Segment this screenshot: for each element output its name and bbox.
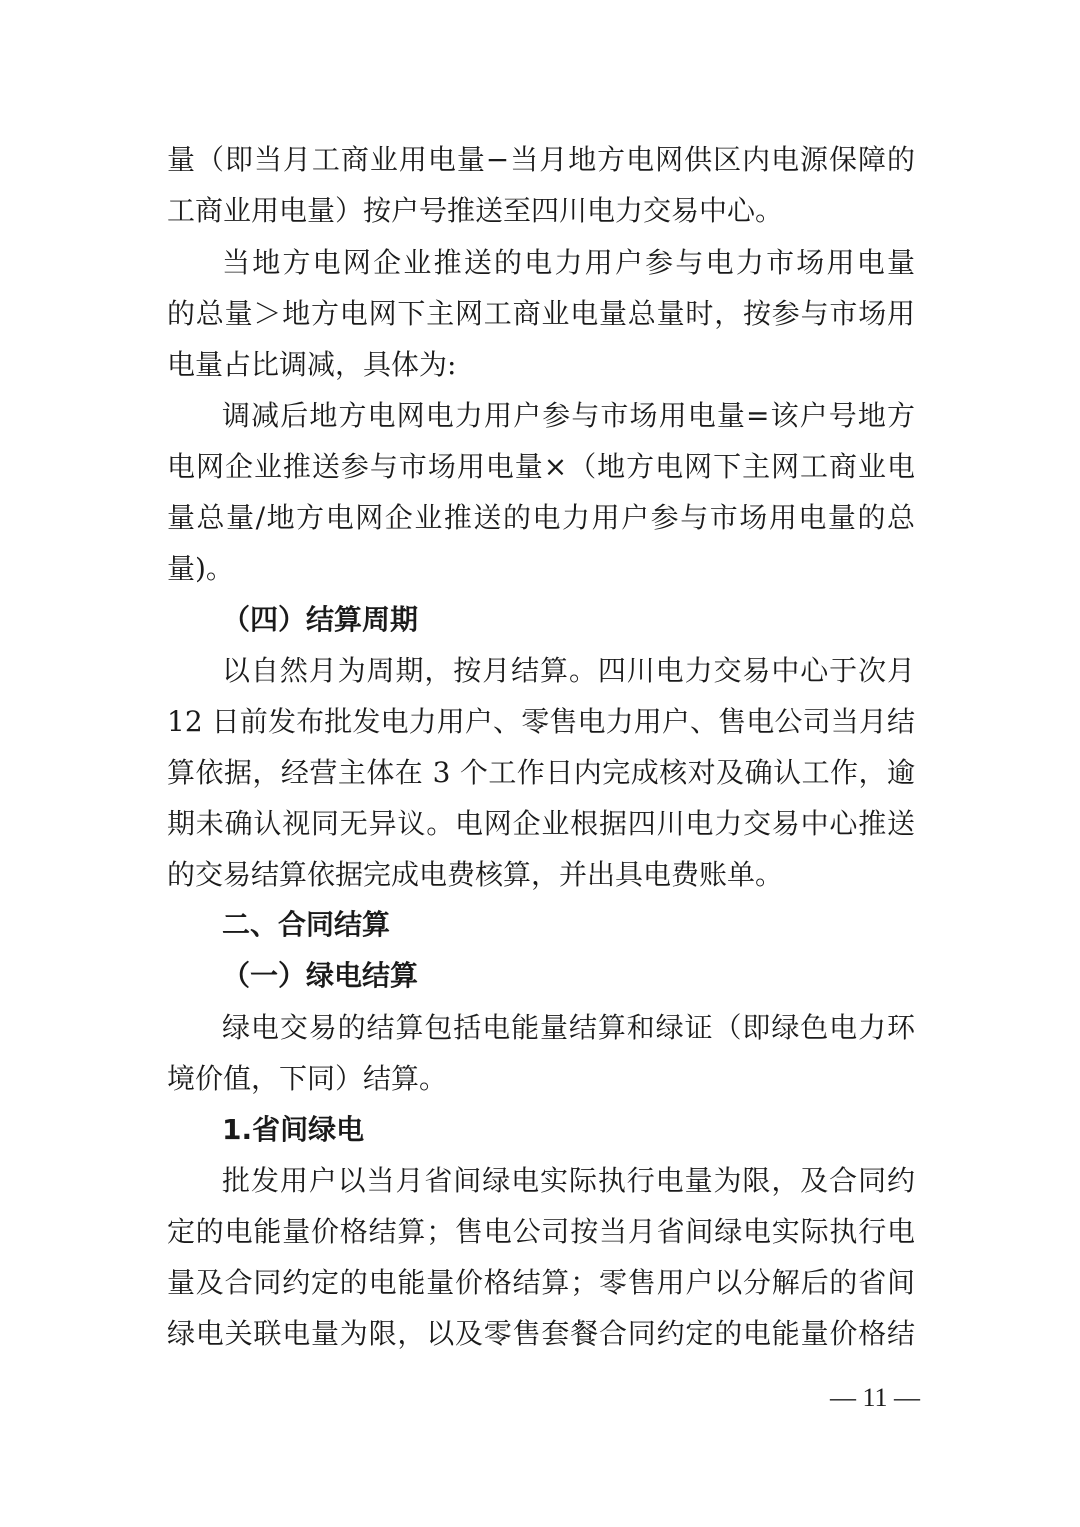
body-text-line: 调减后地方电网电力用户参与市场用电量=该户号地方: [222, 399, 915, 432]
body-text-line: 定的电能量价格结算；售电公司按当月省间绿电实际执行电: [167, 1215, 915, 1248]
subsection-heading: 1.省间绿电: [222, 1113, 365, 1146]
section-heading: （四）结算周期: [222, 603, 419, 636]
body-text-line: 以自然月为周期，按月结算。四川电力交易中心于次月: [222, 654, 915, 687]
body-text-line: 的交易结算依据完成电费核算，并出具电费账单。: [167, 858, 784, 891]
page-number: — 11 —: [829, 1383, 920, 1412]
chapter-heading: 二、合同结算: [222, 908, 391, 941]
body-text-line: 工商业用电量）按户号推送至四川电力交易中心。: [167, 194, 784, 227]
section-heading: （一）绿电结算: [222, 959, 419, 992]
body-text-line: 期未确认视同无异议。电网企业根据四川电力交易中心推送: [167, 807, 915, 840]
body-text-line: 量（即当月工商业用电量−当月地方电网供区内电源保障的: [167, 143, 915, 176]
body-text-line: 境价值，下同）结算。: [167, 1062, 448, 1095]
body-text-line: 量)。: [167, 552, 234, 585]
body-text-line: 12 日前发布批发电力用户、零售电力用户、售电公司当月结: [167, 705, 915, 738]
body-text-line: 电量占比调减，具体为:: [167, 348, 457, 381]
body-text-line: 绿电交易的结算包括电能量结算和绿证（即绿色电力环: [222, 1011, 915, 1044]
body-text-line: 量总量/地方电网企业推送的电力用户参与市场用电量的总: [167, 501, 915, 534]
body-text-line: 批发用户以当月省间绿电实际执行电量为限，及合同约: [222, 1164, 915, 1197]
body-text-line: 电网企业推送参与市场用电量×（地方电网下主网工商业电: [167, 450, 915, 483]
body-text-line: 算依据，经营主体在 3 个工作日内完成核对及确认工作，逾: [167, 756, 915, 789]
body-text-line: 的总量＞地方电网下主网工商业电量总量时，按参与市场用: [167, 297, 915, 330]
body-text-line: 量及合同约定的电能量价格结算；零售用户以分解后的省间: [167, 1266, 915, 1299]
body-text-line: 绿电关联电量为限，以及零售套餐合同约定的电能量价格结: [167, 1317, 915, 1350]
body-text-line: 当地方电网企业推送的电力用户参与电力市场用电量: [222, 246, 915, 279]
